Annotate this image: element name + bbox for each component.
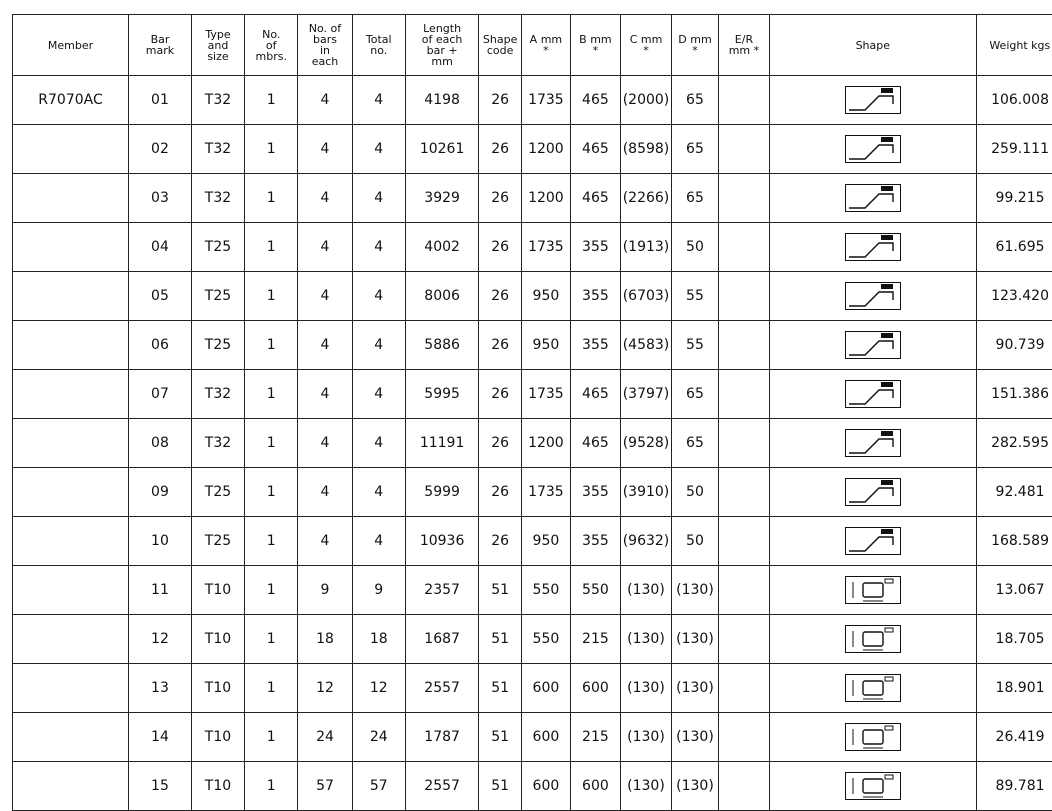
crank-shape-icon [845, 233, 901, 261]
d-mm-cell: (130) [672, 713, 719, 762]
member-cell [13, 517, 129, 566]
b-mm-cell: 355 [570, 517, 620, 566]
total-no-cell: 24 [352, 713, 405, 762]
total-no-cell: 9 [352, 566, 405, 615]
a-mm-cell: 950 [521, 272, 570, 321]
b-mm-cell: 465 [570, 125, 620, 174]
a-mm-cell: 600 [521, 664, 570, 713]
total-no-cell: 4 [352, 517, 405, 566]
d-mm-cell: 65 [672, 370, 719, 419]
c-mm-cell: (2266) [620, 174, 671, 223]
crank-bar-shape-icon [845, 478, 901, 506]
b-mm-cell: 465 [570, 370, 620, 419]
total-no-cell: 4 [352, 370, 405, 419]
type-size-cell: T25 [191, 468, 244, 517]
shape-code-cell: 26 [479, 272, 522, 321]
no-mbrs-cell: 1 [245, 174, 298, 223]
d-mm-cell: 65 [672, 174, 719, 223]
length-cell: 3929 [405, 174, 478, 223]
b-mm-cell: 355 [570, 223, 620, 272]
no-mbrs-cell: 1 [245, 419, 298, 468]
header-c-mm: C mm * [620, 15, 671, 76]
type-size-cell: T10 [191, 713, 244, 762]
a-mm-cell: 600 [521, 762, 570, 811]
member-cell [13, 370, 129, 419]
shape-cell [770, 174, 977, 223]
shape-cell [770, 615, 977, 664]
header-total-no: Total no. [352, 15, 405, 76]
no-mbrs-cell: 1 [245, 321, 298, 370]
c-mm-cell: (3797) [620, 370, 671, 419]
shape-cell [770, 125, 977, 174]
a-mm-cell: 1735 [521, 370, 570, 419]
er-mm-cell [718, 517, 769, 566]
type-size-cell: T25 [191, 321, 244, 370]
b-mm-cell: 600 [570, 762, 620, 811]
crank-shape-icon [845, 331, 901, 359]
b-mm-cell: 355 [570, 468, 620, 517]
b-mm-cell: 465 [570, 174, 620, 223]
no-mbrs-cell: 1 [245, 125, 298, 174]
member-cell [13, 174, 129, 223]
no-bars-cell: 9 [298, 566, 352, 615]
crank-bar-shape-icon [845, 135, 901, 163]
a-mm-cell: 1735 [521, 76, 570, 125]
shape-code-cell: 26 [479, 370, 522, 419]
bar-mark-cell: 06 [129, 321, 192, 370]
member-cell [13, 419, 129, 468]
b-mm-cell: 215 [570, 713, 620, 762]
a-mm-cell: 950 [521, 517, 570, 566]
d-mm-cell: 50 [672, 517, 719, 566]
crank-bar-shape-icon [845, 527, 901, 555]
header-row [13, 15, 1052, 76]
shape-cell [770, 517, 977, 566]
table-row [13, 76, 1052, 125]
no-mbrs-cell: 1 [245, 762, 298, 811]
length-cell: 5886 [405, 321, 478, 370]
bar-mark-cell: 11 [129, 566, 192, 615]
b-mm-cell: 465 [570, 419, 620, 468]
member-cell [13, 713, 129, 762]
a-mm-cell: 1735 [521, 223, 570, 272]
header-no-bars: No. of bars in each [298, 15, 352, 76]
no-mbrs-cell: 1 [245, 223, 298, 272]
er-mm-cell [718, 370, 769, 419]
link-bar-shape-icon [845, 772, 901, 800]
er-mm-cell [718, 419, 769, 468]
er-mm-cell [718, 615, 769, 664]
bar-bending-schedule-table [12, 14, 1052, 811]
shape-cell [770, 419, 977, 468]
er-mm-cell [718, 272, 769, 321]
no-bars-cell: 4 [298, 174, 352, 223]
bar-mark-cell: 08 [129, 419, 192, 468]
er-mm-cell [718, 566, 769, 615]
table-row [13, 223, 1052, 272]
no-bars-cell: 57 [298, 762, 352, 811]
header-shape-code: Shape code [479, 15, 522, 76]
member-cell [13, 615, 129, 664]
weight-cell: 168.589 [976, 517, 1052, 566]
no-bars-cell: 4 [298, 125, 352, 174]
d-mm-cell: (130) [672, 664, 719, 713]
c-mm-cell: (4583) [620, 321, 671, 370]
crank-shape-icon [845, 527, 901, 555]
link-bar-shape-icon [845, 625, 901, 653]
a-mm-cell: 950 [521, 321, 570, 370]
table-row [13, 713, 1052, 762]
total-no-cell: 12 [352, 664, 405, 713]
er-mm-cell [718, 762, 769, 811]
a-mm-cell: 600 [521, 713, 570, 762]
bar-mark-cell: 14 [129, 713, 192, 762]
er-mm-cell [718, 321, 769, 370]
shape-code-cell: 51 [479, 566, 522, 615]
shape-cell [770, 76, 977, 125]
shape-code-cell: 51 [479, 713, 522, 762]
b-mm-cell: 465 [570, 76, 620, 125]
total-no-cell: 4 [352, 223, 405, 272]
shape-code-cell: 51 [479, 615, 522, 664]
crank-shape-icon [845, 86, 901, 114]
d-mm-cell: 50 [672, 468, 719, 517]
crank-shape-icon [845, 135, 901, 163]
link-bar-shape-icon [845, 723, 901, 751]
er-mm-cell [718, 174, 769, 223]
shape-code-cell: 26 [479, 419, 522, 468]
length-cell: 10936 [405, 517, 478, 566]
bar-mark-cell: 09 [129, 468, 192, 517]
b-mm-cell: 215 [570, 615, 620, 664]
weight-cell: 92.481 [976, 468, 1052, 517]
table-row [13, 370, 1052, 419]
shape-code-cell: 26 [479, 223, 522, 272]
type-size-cell: T25 [191, 272, 244, 321]
table-row [13, 566, 1052, 615]
member-cell [13, 272, 129, 321]
table-row [13, 615, 1052, 664]
member-cell [13, 223, 129, 272]
weight-cell: 282.595 [976, 419, 1052, 468]
weight-cell: 18.901 [976, 664, 1052, 713]
no-bars-cell: 4 [298, 517, 352, 566]
no-bars-cell: 18 [298, 615, 352, 664]
bar-mark-cell: 07 [129, 370, 192, 419]
header-b-mm: B mm * [570, 15, 620, 76]
no-bars-cell: 4 [298, 272, 352, 321]
bar-mark-cell: 13 [129, 664, 192, 713]
bar-mark-cell: 01 [129, 76, 192, 125]
type-size-cell: T25 [191, 517, 244, 566]
shape-code-cell: 26 [479, 468, 522, 517]
crank-shape-icon [845, 282, 901, 310]
table-row [13, 468, 1052, 517]
crank-bar-shape-icon [845, 380, 901, 408]
bar-mark-cell: 02 [129, 125, 192, 174]
shape-code-cell: 26 [479, 76, 522, 125]
c-mm-cell: (2000) [620, 76, 671, 125]
crank-shape-icon [845, 478, 901, 506]
bar-mark-cell: 12 [129, 615, 192, 664]
no-bars-cell: 4 [298, 223, 352, 272]
d-mm-cell: (130) [672, 615, 719, 664]
crank-bar-shape-icon [845, 331, 901, 359]
b-mm-cell: 550 [570, 566, 620, 615]
c-mm-cell: (8598) [620, 125, 671, 174]
no-mbrs-cell: 1 [245, 272, 298, 321]
total-no-cell: 4 [352, 76, 405, 125]
length-cell: 1787 [405, 713, 478, 762]
header-a-mm: A mm * [521, 15, 570, 76]
no-mbrs-cell: 1 [245, 370, 298, 419]
a-mm-cell: 1200 [521, 125, 570, 174]
total-no-cell: 4 [352, 419, 405, 468]
c-mm-cell: (6703) [620, 272, 671, 321]
link-shape-icon [845, 576, 901, 604]
bar-mark-cell: 10 [129, 517, 192, 566]
table-row [13, 125, 1052, 174]
crank-bar-shape-icon [845, 233, 901, 261]
member-cell [13, 566, 129, 615]
link-bar-shape-icon [845, 576, 901, 604]
type-size-cell: T25 [191, 223, 244, 272]
length-cell: 2557 [405, 762, 478, 811]
weight-cell: 26.419 [976, 713, 1052, 762]
crank-shape-icon [845, 184, 901, 212]
no-mbrs-cell: 1 [245, 517, 298, 566]
link-shape-icon [845, 772, 901, 800]
total-no-cell: 18 [352, 615, 405, 664]
header-shape: Shape [770, 15, 977, 76]
d-mm-cell: (130) [672, 566, 719, 615]
shape-cell [770, 468, 977, 517]
no-mbrs-cell: 1 [245, 468, 298, 517]
c-mm-cell: (3910) [620, 468, 671, 517]
length-cell: 1687 [405, 615, 478, 664]
er-mm-cell [718, 223, 769, 272]
total-no-cell: 57 [352, 762, 405, 811]
weight-cell: 106.008 [976, 76, 1052, 125]
link-shape-icon [845, 723, 901, 751]
shape-cell [770, 762, 977, 811]
bar-mark-cell: 04 [129, 223, 192, 272]
type-size-cell: T10 [191, 566, 244, 615]
header-member: Member [13, 15, 129, 76]
d-mm-cell: (130) [672, 762, 719, 811]
shape-code-cell: 51 [479, 762, 522, 811]
shape-cell [770, 223, 977, 272]
table-row [13, 517, 1052, 566]
no-mbrs-cell: 1 [245, 76, 298, 125]
a-mm-cell: 1735 [521, 468, 570, 517]
link-shape-icon [845, 625, 901, 653]
type-size-cell: T32 [191, 370, 244, 419]
shape-code-cell: 26 [479, 321, 522, 370]
er-mm-cell [718, 76, 769, 125]
weight-cell: 123.420 [976, 272, 1052, 321]
weight-cell: 61.695 [976, 223, 1052, 272]
header-bar-mark: Bar mark [129, 15, 192, 76]
length-cell: 2557 [405, 664, 478, 713]
c-mm-cell: (130) [620, 664, 671, 713]
header-length: Length of each bar + mm [405, 15, 478, 76]
shape-cell [770, 370, 977, 419]
d-mm-cell: 55 [672, 321, 719, 370]
er-mm-cell [718, 125, 769, 174]
total-no-cell: 4 [352, 174, 405, 223]
c-mm-cell: (130) [620, 566, 671, 615]
shape-cell [770, 272, 977, 321]
crank-bar-shape-icon [845, 184, 901, 212]
length-cell: 5995 [405, 370, 478, 419]
no-mbrs-cell: 1 [245, 615, 298, 664]
shape-code-cell: 51 [479, 664, 522, 713]
a-mm-cell: 1200 [521, 174, 570, 223]
shape-code-cell: 26 [479, 125, 522, 174]
table-row [13, 762, 1052, 811]
shape-cell [770, 566, 977, 615]
length-cell: 8006 [405, 272, 478, 321]
weight-cell: 18.705 [976, 615, 1052, 664]
crank-shape-icon [845, 429, 901, 457]
bar-mark-cell: 05 [129, 272, 192, 321]
no-bars-cell: 4 [298, 370, 352, 419]
c-mm-cell: (130) [620, 762, 671, 811]
no-bars-cell: 4 [298, 76, 352, 125]
total-no-cell: 4 [352, 468, 405, 517]
total-no-cell: 4 [352, 272, 405, 321]
d-mm-cell: 65 [672, 76, 719, 125]
link-bar-shape-icon [845, 674, 901, 702]
er-mm-cell [718, 664, 769, 713]
table-row [13, 321, 1052, 370]
type-size-cell: T32 [191, 76, 244, 125]
crank-shape-icon [845, 380, 901, 408]
shape-cell [770, 321, 977, 370]
table-row [13, 174, 1052, 223]
d-mm-cell: 50 [672, 223, 719, 272]
crank-bar-shape-icon [845, 86, 901, 114]
table-row [13, 419, 1052, 468]
table-row [13, 272, 1052, 321]
member-cell [13, 321, 129, 370]
shape-cell [770, 713, 977, 762]
weight-cell: 89.781 [976, 762, 1052, 811]
type-size-cell: T10 [191, 762, 244, 811]
no-bars-cell: 24 [298, 713, 352, 762]
c-mm-cell: (9528) [620, 419, 671, 468]
header-d-mm: D mm * [672, 15, 719, 76]
bar-mark-cell: 03 [129, 174, 192, 223]
weight-cell: 259.111 [976, 125, 1052, 174]
length-cell: 10261 [405, 125, 478, 174]
crank-bar-shape-icon [845, 429, 901, 457]
d-mm-cell: 55 [672, 272, 719, 321]
type-size-cell: T32 [191, 125, 244, 174]
total-no-cell: 4 [352, 125, 405, 174]
header-type-size: Type and size [191, 15, 244, 76]
header-weight: Weight kgs [976, 15, 1052, 76]
a-mm-cell: 1200 [521, 419, 570, 468]
crank-bar-shape-icon [845, 282, 901, 310]
er-mm-cell [718, 468, 769, 517]
member-cell [13, 468, 129, 517]
a-mm-cell: 550 [521, 615, 570, 664]
type-size-cell: T32 [191, 419, 244, 468]
bar-mark-cell: 15 [129, 762, 192, 811]
b-mm-cell: 600 [570, 664, 620, 713]
length-cell: 5999 [405, 468, 478, 517]
table-row [13, 664, 1052, 713]
d-mm-cell: 65 [672, 125, 719, 174]
no-mbrs-cell: 1 [245, 713, 298, 762]
no-bars-cell: 4 [298, 321, 352, 370]
shape-code-cell: 26 [479, 517, 522, 566]
member-cell [13, 762, 129, 811]
length-cell: 2357 [405, 566, 478, 615]
shape-cell [770, 664, 977, 713]
er-mm-cell [718, 713, 769, 762]
c-mm-cell: (130) [620, 713, 671, 762]
weight-cell: 99.215 [976, 174, 1052, 223]
type-size-cell: T10 [191, 615, 244, 664]
c-mm-cell: (1913) [620, 223, 671, 272]
a-mm-cell: 550 [521, 566, 570, 615]
member-cell [13, 664, 129, 713]
member-cell: R7070AC [13, 76, 129, 125]
b-mm-cell: 355 [570, 272, 620, 321]
c-mm-cell: (9632) [620, 517, 671, 566]
no-mbrs-cell: 1 [245, 566, 298, 615]
weight-cell: 90.739 [976, 321, 1052, 370]
header-no-mbrs: No. of mbrs. [245, 15, 298, 76]
member-cell [13, 125, 129, 174]
b-mm-cell: 355 [570, 321, 620, 370]
shape-code-cell: 26 [479, 174, 522, 223]
no-bars-cell: 12 [298, 664, 352, 713]
header-er-mm: E/R mm * [718, 15, 769, 76]
total-no-cell: 4 [352, 321, 405, 370]
weight-cell: 13.067 [976, 566, 1052, 615]
type-size-cell: T32 [191, 174, 244, 223]
weight-cell: 151.386 [976, 370, 1052, 419]
c-mm-cell: (130) [620, 615, 671, 664]
no-bars-cell: 4 [298, 419, 352, 468]
no-mbrs-cell: 1 [245, 664, 298, 713]
length-cell: 11191 [405, 419, 478, 468]
d-mm-cell: 65 [672, 419, 719, 468]
length-cell: 4198 [405, 76, 478, 125]
link-shape-icon [845, 674, 901, 702]
length-cell: 4002 [405, 223, 478, 272]
no-bars-cell: 4 [298, 468, 352, 517]
type-size-cell: T10 [191, 664, 244, 713]
